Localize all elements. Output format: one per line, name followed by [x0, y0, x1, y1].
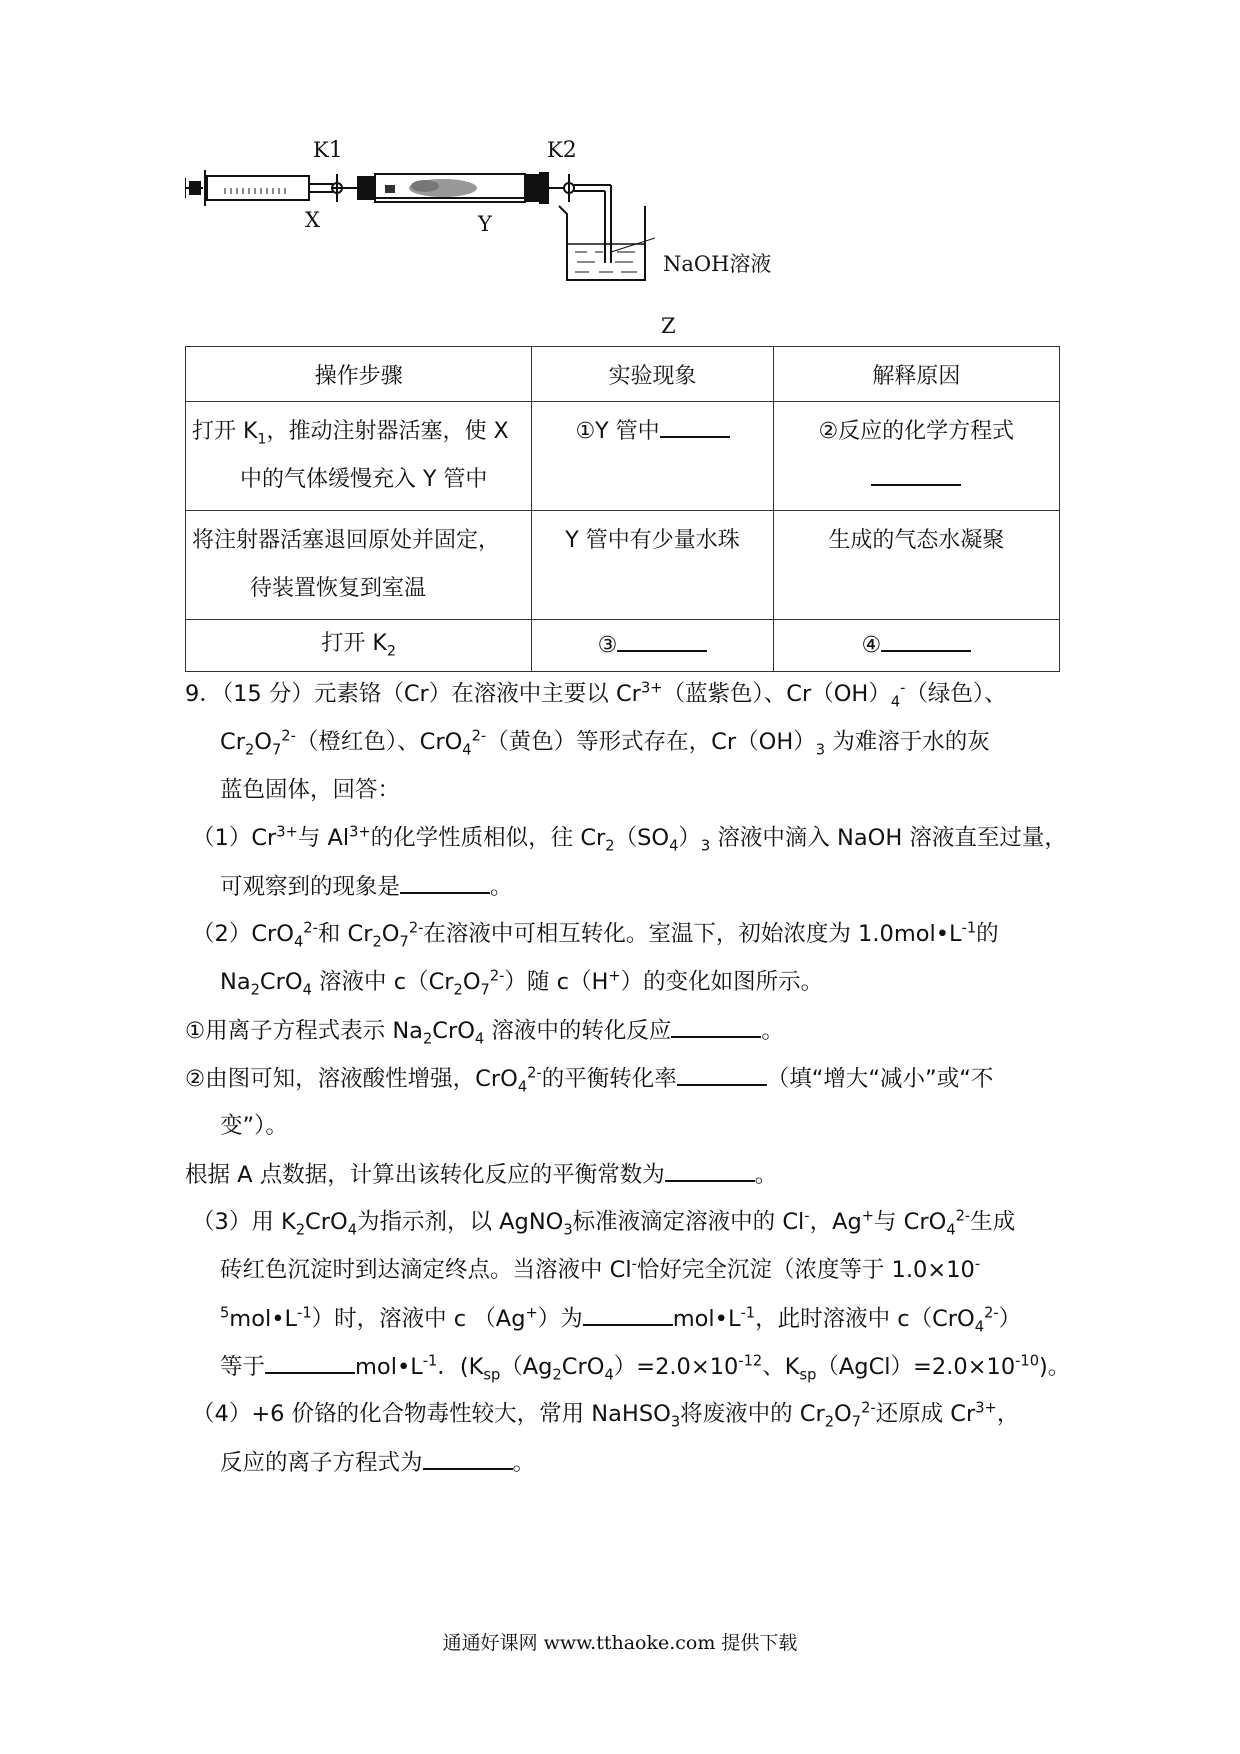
q9-part4-line-1: （4）+6 价铬的化合物毒性较大，常用 NaHSO$_3$将废液中的 $Cr_2O_7^{2-}$还原成 $Cr^{3+}$， [192, 1399, 1020, 1431]
answer-blank [400, 868, 490, 894]
y-label: Y [478, 212, 492, 236]
table-header: 操作步骤 [186, 347, 532, 402]
reason-cell: ②反应的化学方程式 [773, 402, 1059, 511]
table-header-row [186, 347, 1060, 402]
z-label: Z [661, 314, 676, 338]
table-row [186, 402, 1060, 511]
k2-label: K2 [547, 138, 577, 163]
phenomenon-cell: ③ [532, 620, 773, 672]
phenomenon-cell: ①Y 管中 [532, 402, 773, 511]
table-row [186, 620, 1060, 672]
q9-part2-line-1: （2）CrO$_4^{2-}$和 $Cr_2O_7^{2-}$在溶液中可相互转化。室温下，初始浓度为 $1.0mol•L^{-1}$的 [192, 919, 999, 951]
k1-label: K1 [313, 138, 343, 163]
answer-blank [265, 1348, 355, 1374]
table-header: 解释原因 [773, 347, 1059, 402]
phenomenon-cell: Y 管中有少量水珠 [532, 511, 773, 620]
q9-part2-sub2-line-2: 变”）。 [220, 1113, 288, 1139]
apparatus-diagram [185, 138, 865, 343]
q9-part1-line-1: $(1)Cr^{3+}$与 $Al^{3+}$的化学性质相似，往 $Cr_2(SO_4)_3$ 溶液中滴入 NaOH 溶液直至过量， [192, 823, 1067, 855]
q9-stem-line-2: $Cr_2O_7^{2-}$（橙红色）、CrO$_4^{2-}$（黄色）等形式存在，$Cr(OH)_3$ 为难溶于水的灰 [220, 727, 990, 759]
answer-blank [665, 1156, 755, 1182]
answer-blank [671, 1012, 761, 1038]
answer-blank [871, 460, 961, 486]
q9-part3-line-1: （3）用 $K_2CrO_4$为指示剂，以 AgNO$_3$标准液滴定溶液中的 Cl-，Ag+与 CrO$_4^{2-}$生成 [192, 1207, 1016, 1239]
q9-part2-line-2: $Na_2CrO_4$ 溶液中 $c(Cr_2O_7^{2-})$随 c（H+）的变化如图所示。 [220, 967, 824, 999]
q9-part4-line-2: 反应的离子方程式为 。 [220, 1444, 535, 1477]
q9-part3-line-4: 等于 $mol•L^{-1}$．($K_{sp}(Ag_2CrO_4)=2.0\times 10^{-12}$、$K_{sp}(AgCl)=2.0\times 10^{-10}$)。 [220, 1348, 1070, 1381]
answer-blank [617, 626, 707, 652]
answer-blank [660, 412, 730, 438]
table-header: 实验现象 [532, 347, 773, 402]
answer-blank [423, 1444, 513, 1470]
q9-part2-sub1: ①用离子方程式表示 $Na_2CrO_4$ 溶液中的转化反应 。 [185, 1012, 784, 1045]
q9-part3-line-3: $^5mol•L^{-1}$）时，溶液中 c （Ag+）为 $mol•L^{-1}$，此时溶液中 c（CrO$_4^{2-}$） [220, 1300, 1021, 1333]
operation-cell: 将注射器活塞退回原处并固定， 待装置恢复到室温 [186, 511, 532, 620]
operation-cell: 打开 $K_1$，推动注射器活塞，使 X 中的气体缓慢充入 Y 管中 [186, 402, 532, 511]
table-row [186, 511, 1060, 620]
reason-cell: 生成的气态水凝聚 [773, 511, 1059, 620]
q9-part2-sub3: 根据 A 点数据，计算出该转化反应的平衡常数为 。 [185, 1156, 777, 1189]
answer-blank [881, 626, 971, 652]
q9-stem-line-1: 9．（15 分）元素铬（Cr）在溶液中主要以 $Cr^{3+}$（蓝紫色）、$Cr(OH)_4^-$（绿色）、 [185, 679, 1007, 711]
answer-blank [583, 1300, 673, 1326]
x-label: X [305, 208, 320, 232]
solution-label: NaOH溶液 [663, 252, 772, 276]
reason-cell: ④ [773, 620, 1059, 672]
operation-cell: 打开 $K_2$ [186, 620, 532, 672]
page-footer: 通通好课网 www.tthaoke.com 提供下载 [442, 1632, 798, 1654]
experiment-table [185, 346, 1060, 672]
q9-part2-sub2-line-1: ②由图可知，溶液酸性增强，CrO$_4^{2-}$的平衡转化率 （填“增大“减小”或“不 [185, 1060, 993, 1093]
answer-blank [677, 1060, 767, 1086]
q9-part3-line-2: 砖红色沉淀时到达滴定终点。当溶液中 Cl-恰好完全沉淀（浓度等于 1.0×10- [220, 1255, 981, 1283]
q9-part1-line-2: 可观察到的现象是 。 [220, 868, 513, 901]
q9-stem-line-3: 蓝色固体，回答： [220, 777, 401, 803]
apparatus-drawing [185, 148, 865, 343]
